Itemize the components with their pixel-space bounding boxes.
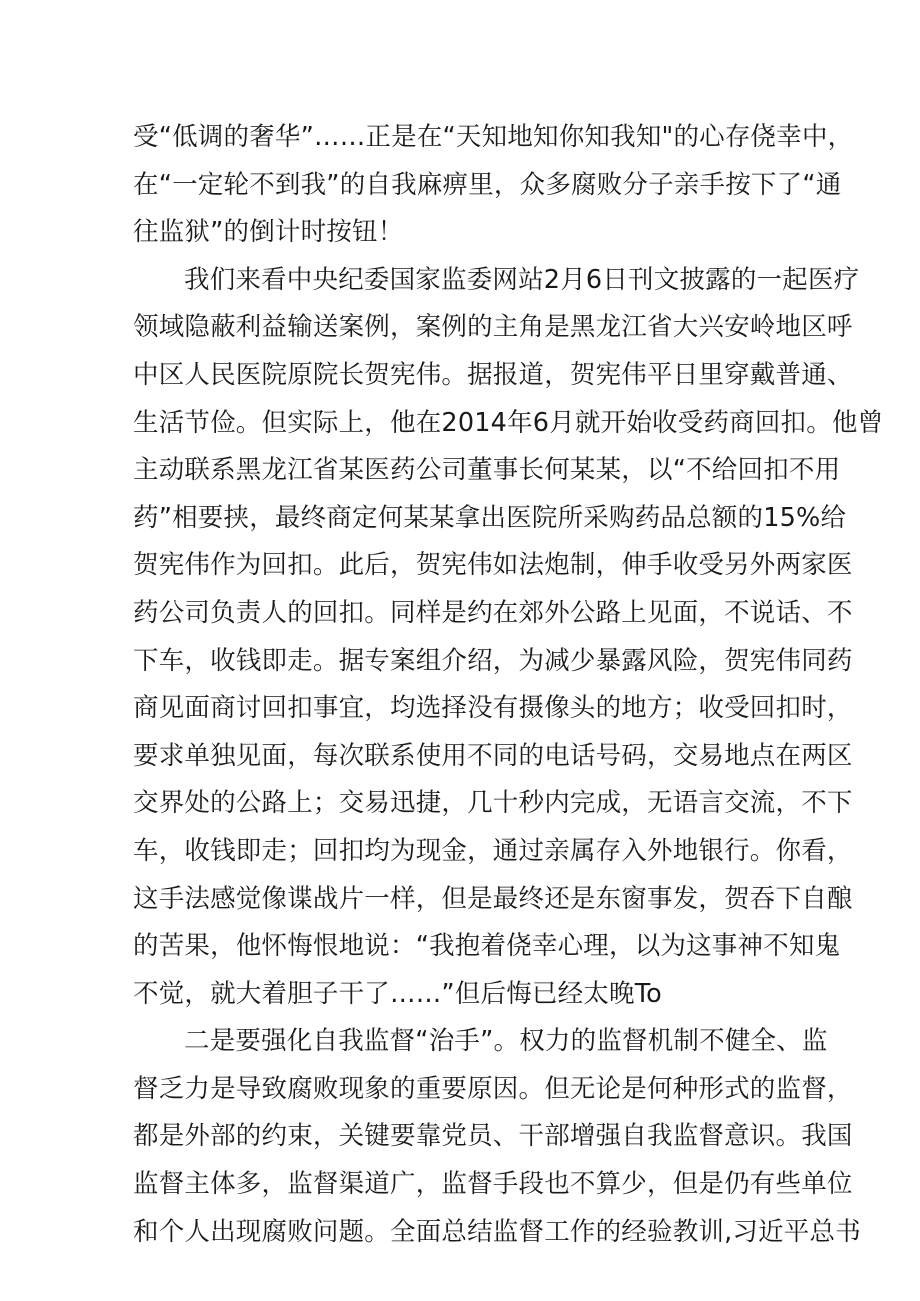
text-line: 都是外部的约束，关键要靠党员、干部增强自我监督意识。我国 xyxy=(133,1121,853,1152)
text-line: 领域隐蔽利益输送案例，案例的主角是黑龙江省大兴安岭地区呼 xyxy=(133,312,853,343)
paragraph-start-line: 我们来看中央纪委国家监委网站2月6日刊文披露的一起医疗 xyxy=(184,264,860,295)
text-line: 在“一定轮不到我”的自我麻痹里，众多腐败分子亲手按下了“通 xyxy=(133,169,842,200)
text-line: 往监狱”的倒计时按钮！ xyxy=(133,217,404,248)
text-line: 这手法感觉像谍战片一样，但是最终还是东窗事发，贺吞下自酿 xyxy=(133,883,853,914)
text-line: 药公司负责人的回扣。同样是约在郊外公路上见面，不说话、不 xyxy=(133,597,853,628)
text-line: 药”相要挟，最终商定何某某拿出医院所采购药品总额的15%给 xyxy=(133,502,847,533)
text-line: 交界处的公路上；交易迅捷，几十秒内完成，无语言交流，不下 xyxy=(133,788,853,819)
text-line: 和个人出现腐败问题。全面总结监督工作的经验教训,习近平总书 xyxy=(133,1216,861,1247)
text-line: 中区人民医院原院长贺宪伟。据报道，贺宪伟平日里穿戴普通、 xyxy=(133,359,853,390)
text-line: 要求单独见面，每次联系使用不同的电话号码，交易地点在两区 xyxy=(133,740,853,771)
text-line: 商见面商讨回扣事宜，均选择没有摄像头的地方；收受回扣时， xyxy=(133,693,853,724)
document-body xyxy=(133,114,884,1256)
text-line: 下车，收钱即走。据专案组介绍，为减少暴露风险，贺宪伟同药 xyxy=(133,645,853,676)
text-line: 生活节俭。但实际上，他在2014年6月就开始收受药商回扣。他曾 xyxy=(133,407,884,438)
text-line: 不觉，就大着胆子干了……”但后悔已经太晚To xyxy=(133,978,662,1009)
text-line: 主动联系黑龙江省某医药公司董事长何某某，以“不给回扣不用 xyxy=(133,455,841,486)
text-line: 贺宪伟作为回扣。此后，贺宪伟如法炮制，伸手收受另外两家医 xyxy=(133,550,853,581)
text-line: 监督主体多，监督渠道广，监督手段也不算少，但是仍有些单位 xyxy=(133,1169,853,1200)
text-line: 的苦果，他怀悔恨地说：“我抱着侥幸心理，以为这事神不知鬼 xyxy=(133,931,841,962)
text-line: 受“低调的奢华”……正是在“天知地知你知我知"的心存侥幸中， xyxy=(133,122,854,152)
text-line: 车，收钱即走；回扣均为现金，通过亲属存入外地银行。你看， xyxy=(133,835,853,866)
text-line: 督乏力是导致腐败现象的重要原因。但无论是何种形式的监督， xyxy=(133,1073,853,1104)
paragraph-start-line: 二是要强化自我监督“治手”。权力的监督机制不健全、监 xyxy=(184,1026,828,1057)
